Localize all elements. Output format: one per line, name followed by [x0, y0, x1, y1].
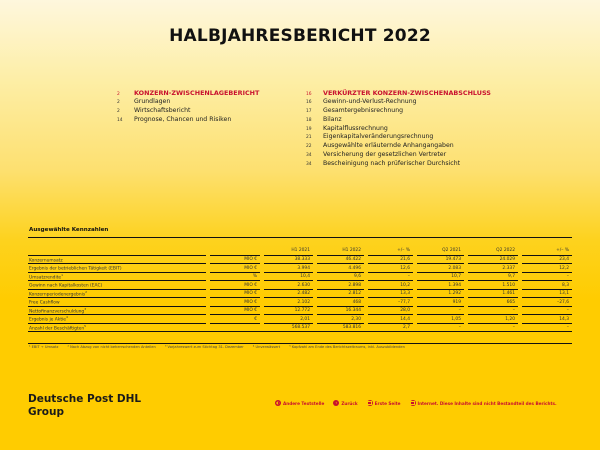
toc-label: Bilanz — [323, 115, 342, 123]
toc-page: 2 — [117, 108, 120, 114]
toc-item-grundlagen[interactable] — [117, 98, 259, 107]
toc-page: 22 — [306, 144, 312, 150]
cell-value: – — [522, 323, 572, 332]
first-page-link[interactable] — [367, 400, 401, 406]
row-unit: MIO € — [210, 280, 260, 288]
cell-value: 2,7 — [368, 323, 413, 332]
cell-value: 1.510 — [468, 280, 518, 288]
col-header: Q2 2022 — [496, 247, 515, 253]
footnotes — [29, 345, 413, 349]
toc-page: 19 — [306, 126, 312, 132]
toc-page: 34 — [306, 153, 312, 159]
cell-value: 9,7 — [468, 272, 518, 280]
cell-value: 12,2 — [522, 263, 572, 271]
toc-right — [306, 89, 491, 169]
row-label: Anzahl der Beschäftigten$^5$ — [28, 323, 206, 332]
cell-value: 2.337 — [468, 263, 518, 271]
row-label: Free Cashflow — [28, 297, 206, 305]
cell-value: – — [522, 306, 572, 314]
row-unit: MIO € — [210, 289, 260, 297]
row-label: Nettofinanzverschuldung$^3$ — [28, 306, 206, 314]
cell-value: 2.630 — [264, 280, 313, 288]
cell-value: 1.292 — [417, 289, 464, 297]
cell-value: 1,20 — [468, 314, 518, 322]
cell-value: – — [368, 272, 413, 280]
cell-value: 28,0 — [368, 306, 413, 314]
table-row — [28, 323, 572, 332]
table-row — [28, 255, 572, 263]
toc-page: 16 — [306, 99, 312, 105]
col-header: +/– % — [556, 247, 569, 253]
divider — [28, 343, 572, 344]
table-row — [28, 272, 572, 280]
cell-value: 568.537 — [264, 323, 313, 332]
cell-value: 583.816 — [317, 323, 364, 332]
toc-page: 21 — [306, 135, 312, 141]
nav-label: Erste Seite — [374, 400, 401, 406]
row-unit: MIO € — [210, 297, 260, 305]
toc-label: Eigenkapitalveränderungsrechnung — [323, 133, 434, 141]
cell-value: 19.473 — [417, 255, 464, 263]
cell-value: 3.994 — [264, 263, 313, 271]
toc-page: 2 — [117, 92, 120, 97]
toc-label: Prognose, Chancen und Risiken — [134, 115, 232, 123]
table-row — [28, 263, 572, 271]
cell-value: – — [522, 272, 572, 280]
cell-value: 10,2 — [368, 280, 413, 288]
toc-page: 34 — [306, 162, 312, 168]
toc-page: 2 — [117, 99, 120, 105]
company-logo — [28, 393, 141, 419]
cell-value: 2.482 — [264, 289, 313, 297]
col-header: Q2 2021 — [442, 247, 461, 253]
back-icon: ‹ — [333, 400, 339, 406]
footnote: ⁴ Unverwässert — [252, 345, 281, 349]
footnote: ² Nach Abzug von nicht beherrschenden Anteilen — [67, 345, 156, 349]
cell-value: 1.394 — [417, 280, 464, 288]
cell-value: 468 — [317, 297, 364, 305]
toc-item-gesamtergebnisrechnung[interactable] — [306, 107, 491, 116]
row-label: Umsatzrendite$^1$ — [28, 272, 206, 280]
toc-item-gewinn-und-verlust[interactable] — [306, 98, 491, 107]
cell-value: 13,1 — [522, 289, 572, 297]
cell-value: 9,6 — [317, 272, 364, 280]
cell-value: 24.029 — [468, 255, 518, 263]
cell-value: 2.102 — [264, 297, 313, 305]
row-label: Ergebnis je Aktie$^4$ — [28, 314, 206, 322]
toc-item-prognose[interactable] — [117, 116, 259, 125]
table-header-row — [28, 245, 572, 255]
cell-value: –27,6 — [522, 297, 572, 305]
internet-icon — [410, 400, 416, 406]
cell-value: 2,01 — [264, 314, 313, 322]
kennzahlen-title: Ausgewählte Kennzahlen — [29, 227, 109, 233]
toc-page: 16 — [306, 92, 312, 97]
table-row — [28, 289, 572, 297]
table-row — [28, 306, 572, 314]
cell-value: 38.333 — [264, 255, 313, 263]
cell-value: 2.812 — [317, 289, 364, 297]
row-unit: MIO € — [210, 255, 260, 263]
toc-label: KONZERN-ZWISCHENLAGEBERICHT — [134, 89, 260, 97]
toc-label: Versicherung der gesetzlichen Vertreter — [323, 151, 447, 159]
cell-value: 10,4 — [264, 272, 313, 280]
toc-item-versicherung[interactable] — [306, 151, 491, 160]
cell-value: – — [468, 306, 518, 314]
col-header: H1 2022 — [342, 247, 361, 253]
toc-label: Gewinn-und-Verlust-Rechnung — [323, 97, 417, 105]
toc-page: 17 — [306, 108, 312, 114]
cell-value: 1.461 — [468, 289, 518, 297]
cell-value: 14,3 — [522, 314, 572, 322]
cell-value: – — [468, 323, 518, 332]
cell-value: 12.772 — [264, 306, 313, 314]
cell-value: 2.898 — [317, 280, 364, 288]
cell-value: 665 — [468, 297, 518, 305]
toc-item-konzern-zwischenlagebericht[interactable] — [117, 89, 259, 98]
row-unit: MIO € — [210, 263, 260, 271]
col-header: H1 2021 — [291, 247, 310, 253]
row-unit: € — [210, 314, 260, 322]
cell-value: 919 — [417, 297, 464, 305]
cell-value: 2.083 — [417, 263, 464, 271]
table-row — [28, 297, 572, 305]
navigation-bar — [275, 400, 566, 406]
cell-value: 8,3 — [522, 280, 572, 288]
other-text-icon: ◐ — [276, 400, 280, 405]
cell-value: 46.422 — [317, 255, 364, 263]
toc-label: Wirtschaftsbericht — [134, 106, 191, 114]
report-title: HALBJAHRESBERICHT 2022 — [169, 26, 431, 46]
toc-label: Grundlagen — [134, 97, 171, 105]
logo-line: Group — [28, 406, 65, 418]
toc-item-anhangangaben[interactable] — [306, 142, 491, 151]
internet-link[interactable] — [410, 400, 557, 406]
cell-value: 12,6 — [368, 263, 413, 271]
kennzahlen-table — [28, 245, 572, 332]
toc-label: Gesamtergebnisrechnung — [323, 106, 404, 114]
row-unit: MIO € — [210, 306, 260, 314]
nav-label: Zurück — [341, 400, 358, 406]
toc-page: 18 — [306, 117, 312, 123]
toc-label: Ausgewählte erläuternde Anhangangaben — [323, 142, 454, 150]
cell-value: –77,7 — [368, 297, 413, 305]
back-link[interactable] — [333, 400, 357, 406]
toc-label: Bescheinigung nach prüferischer Durchsicht — [323, 160, 461, 168]
cell-value: 4.496 — [317, 263, 364, 271]
toc-item-bescheinigung[interactable] — [306, 160, 491, 169]
toc-item-bilanz[interactable] — [306, 116, 491, 125]
row-label: Gewinn nach Kapitalkosten (EAC) — [28, 280, 206, 288]
logo-line: Deutsche Post DHL — [28, 393, 142, 405]
cell-value: – — [417, 306, 464, 314]
first-page-icon — [367, 400, 373, 406]
row-label: Konzernperiodenergebnis$^2$ — [28, 289, 206, 297]
table-row — [28, 314, 572, 322]
other-text-link[interactable] — [275, 400, 324, 406]
cell-value: 16.344 — [317, 306, 364, 314]
toc-item-verkuerzter-konzern-zwischenabschluss[interactable] — [306, 89, 491, 98]
footnote: ³ Vorjahreswert zum Stichtag 31. Dezember — [164, 345, 244, 349]
toc-label: VERKÜRZTER KONZERN-ZWISCHENABSCHLUSS — [323, 89, 491, 97]
toc-item-kapitalflussrechnung[interactable] — [306, 125, 491, 134]
toc-left — [117, 89, 259, 125]
cell-value: – — [417, 323, 464, 332]
row-label: Konzernumsatz — [28, 255, 206, 263]
cell-value: 10,7 — [417, 272, 464, 280]
toc-label: Kapitalflussrechnung — [323, 124, 388, 132]
cell-value: 14,4 — [368, 314, 413, 322]
row-label: Ergebnis der betrieblichen Tätigkeit (EBIT) — [28, 263, 206, 271]
footnote: ⁵ Kopfzahl am Ende des Berichtszeitraums, inkl. Auszubildenden — [289, 345, 405, 349]
toc-page: 14 — [117, 117, 123, 123]
footnote: ¹ EBIT ÷ Umsatz — [29, 345, 59, 349]
col-header: +/– % — [397, 247, 410, 253]
row-unit: % — [210, 272, 260, 280]
divider — [28, 237, 572, 238]
cell-value: 23,4 — [522, 255, 572, 263]
toc-item-eigenkapitalveraenderung[interactable] — [306, 133, 491, 142]
table-row — [28, 280, 572, 288]
toc-item-wirtschaftsbericht[interactable] — [117, 107, 259, 116]
nav-label: Internet. Diese Inhalte sind nicht Bestandteil des Berichts. — [417, 400, 557, 406]
cell-value: 2,30 — [317, 314, 364, 322]
nav-label: Andere Textstelle — [283, 400, 325, 406]
row-unit — [210, 323, 260, 332]
cell-value: 13,3 — [368, 289, 413, 297]
cell-value: 1,05 — [417, 314, 464, 322]
cell-value: 21,6 — [368, 255, 413, 263]
